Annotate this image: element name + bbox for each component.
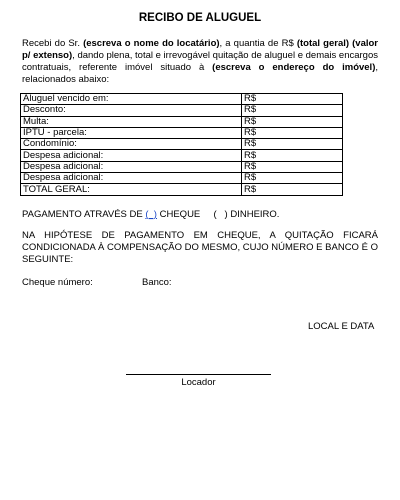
property-address-placeholder: (escreva o endereço do imóvel)	[212, 62, 376, 73]
table-row	[21, 173, 343, 184]
cheque-checkbox[interactable]: (_)	[145, 209, 157, 220]
charges-table	[20, 93, 343, 196]
intro-text-3: , dando plena, total e irrevogável quitação de aluguel e demais encargos contratuais, referente imóvel situado à	[22, 50, 378, 73]
row-label: Aluguel vencido em:	[21, 94, 242, 105]
table-row	[21, 94, 343, 105]
row-label: Despesa adicional:	[21, 161, 242, 172]
cash-option-label: DINHEIRO.	[227, 209, 280, 220]
row-value: R$	[242, 105, 343, 116]
intro-paragraph	[22, 38, 378, 86]
row-label: Despesa adicional:	[21, 150, 242, 161]
row-value: R$	[242, 184, 343, 195]
row-label: TOTAL GERAL:	[21, 184, 242, 195]
page-title: RECIBO DE ALUGUEL	[138, 12, 262, 24]
table-row	[21, 105, 343, 116]
total-row	[21, 184, 343, 195]
row-label: Multa:	[21, 116, 242, 127]
row-value: R$	[242, 173, 343, 184]
cheque-number-label: Cheque número:	[22, 277, 93, 288]
table-row	[21, 139, 343, 150]
row-value: R$	[242, 116, 343, 127]
bank-label: Banco:	[142, 277, 172, 288]
table-row	[21, 150, 343, 161]
intro-text-4: , relacionados abaixo:	[22, 62, 379, 85]
row-value: R$	[242, 139, 343, 150]
row-label: IPTU - parcela:	[21, 127, 242, 138]
row-label: Condomínio:	[21, 139, 242, 150]
signature-line	[126, 374, 271, 375]
signature-label: Locador	[181, 377, 216, 388]
payment-prefix: PAGAMENTO ATRAVÉS DE	[22, 209, 146, 220]
cheque-condition-paragraph: NA HIPÓTESE DE PAGAMENTO EM CHEQUE, A QUITAÇÃO FICARÁ CONDICIONADA À COMPENSAÇÃO DO MESMO, CUJO NÚMERO E BANCO É O SEGUINTE:	[22, 230, 378, 265]
row-value: R$	[242, 150, 343, 161]
table-row	[21, 116, 343, 127]
intro-text-2: , a quantia de R$	[219, 38, 297, 49]
payment-method-line	[22, 209, 279, 220]
tenant-name-placeholder: (escreva o nome do locatário)	[83, 38, 220, 49]
local-date-label: LOCAL E DATA	[308, 321, 375, 332]
cash-checkbox[interactable]: ( )	[213, 209, 228, 220]
row-label: Desconto:	[21, 105, 242, 116]
row-value: R$	[242, 127, 343, 138]
row-value: R$	[242, 161, 343, 172]
table-row	[21, 127, 343, 138]
cheque-option-label: CHEQUE	[156, 209, 214, 220]
total-amount-placeholder: (total geral) (valor p/ extenso)	[22, 38, 379, 61]
row-value: R$	[242, 94, 343, 105]
intro-text-1: Recebi do Sr.	[22, 38, 84, 49]
row-label: Despesa adicional:	[21, 173, 242, 184]
table-row	[21, 161, 343, 172]
